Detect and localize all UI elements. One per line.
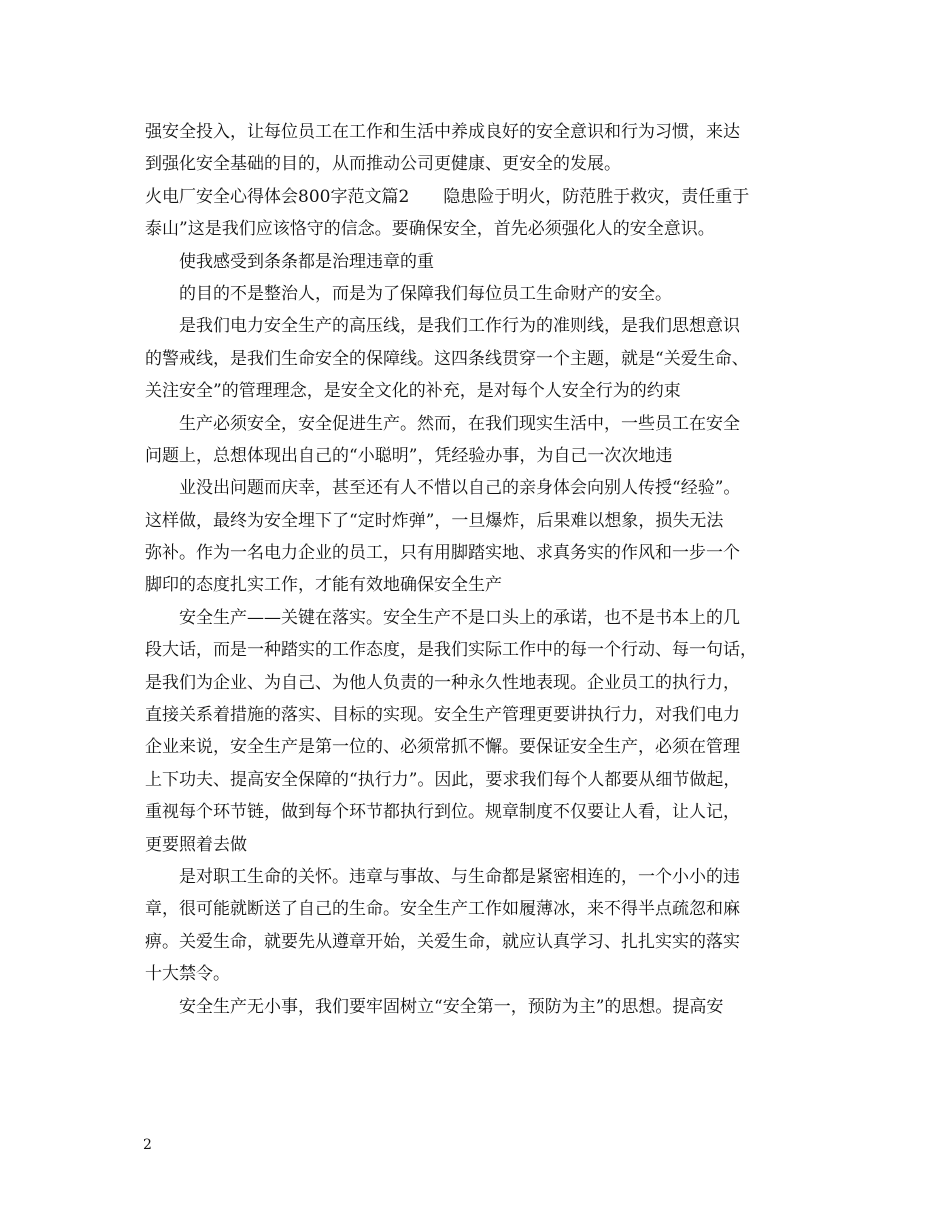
text-line: 关注安全”的管理理念，是安全文化的补充，是对每个人安全行为的约束	[145, 381, 681, 402]
text-line: 是我们电力安全生产的高压线，是我们工作行为的准则线，是我们思想意识	[179, 316, 740, 337]
text-line: 安全生产无小事，我们要牢固树立“安全第一，预防为主”的思想。提高安	[179, 996, 724, 1017]
text-line: 到强化安全基础的目的，从而推动公司更健康、更安全的发展。	[145, 154, 621, 175]
text-line: 问题上，总想体现出自己的“小聪明”，凭经验办事，为自己一次次地违	[145, 445, 673, 466]
text-line: 痹。关爱生命，就要先从遵章开始，关爱生命，就应认真学习、扎扎实实的落实	[145, 931, 740, 952]
text-line: 脚印的态度扎实工作，才能有效地确保安全生产	[145, 575, 502, 596]
text-line: 十大禁令。	[145, 964, 230, 985]
text-line: 这样做，最终为安全埋下了“定时炸弹”，一旦爆炸，后果难以想象，损失无法	[145, 510, 724, 531]
text-line: 是我们为企业、为自己、为他人负责的一种永久性地表现。企业员工的执行力，	[145, 672, 740, 693]
text-line: 安全生产——关键在落实。安全生产不是口头上的承诺，也不是书本上的几	[179, 607, 740, 628]
text-line: 段大话，而是一种踏实的工作态度，是我们实际工作中的每一个行动、每一句话，	[145, 640, 757, 661]
text-line: 的警戒线，是我们生命安全的保障线。这四条线贯穿一个主题，就是“关爱生命、	[145, 348, 749, 369]
text-line: 生产必须安全，安全促进生产。然而，在我们现实生活中，一些员工在安全	[179, 413, 740, 434]
document-body	[145, 116, 815, 1023]
text-line: 重视每个环节链，做到每个环节都执行到位。规章制度不仅要让人看，让人记，	[145, 802, 740, 823]
text-line: 的目的不是整治人，而是为了保障我们每位员工生命财产的安全。	[179, 283, 672, 304]
text-line: 直接关系着措施的落实、目标的实现。安全生产管理更要讲执行力，对我们电力	[145, 705, 740, 726]
text-line: 泰山”这是我们应该恪守的信念。要确保安全，首先必须强化人的安全意识。	[145, 219, 715, 240]
text-line: 更要照着去做	[145, 834, 247, 855]
text-line: 上下功夫、提高安全保障的“执行力”。因此，要求我们每个人都要从细节做起，	[145, 769, 741, 790]
text-line: 弥补。作为一名电力企业的员工，只有用脚踏实地、求真务实的作风和一步一个	[145, 543, 740, 564]
text-line: 企业来说，安全生产是第一位的、必须常抓不懈。要保证安全生产，必须在管理	[145, 737, 740, 758]
text-line: 强安全投入，让每位员工在工作和生活中养成良好的安全意识和行为习惯，来达	[145, 122, 740, 142]
text-line: 是对职工生命的关怀。违章与事故、与生命都是紧密相连的，一个小小的违	[179, 866, 740, 887]
text-line: 章，很可能就断送了自己的生命。安全生产工作如履薄冰，来不得半点疏忽和麻	[145, 899, 740, 920]
page-number: 2	[143, 1137, 152, 1153]
text-line: 业没出问题而庆幸，甚至还有人不惜以自己的亲身体会向别人传授“经验”。	[179, 478, 741, 499]
text-line: 火电厂安全心得体会800字范文篇2 隐患险于明火，防范胜于救灾，责任重于	[145, 186, 750, 207]
text-line: 使我感受到条条都是治理违章的重	[179, 251, 434, 272]
